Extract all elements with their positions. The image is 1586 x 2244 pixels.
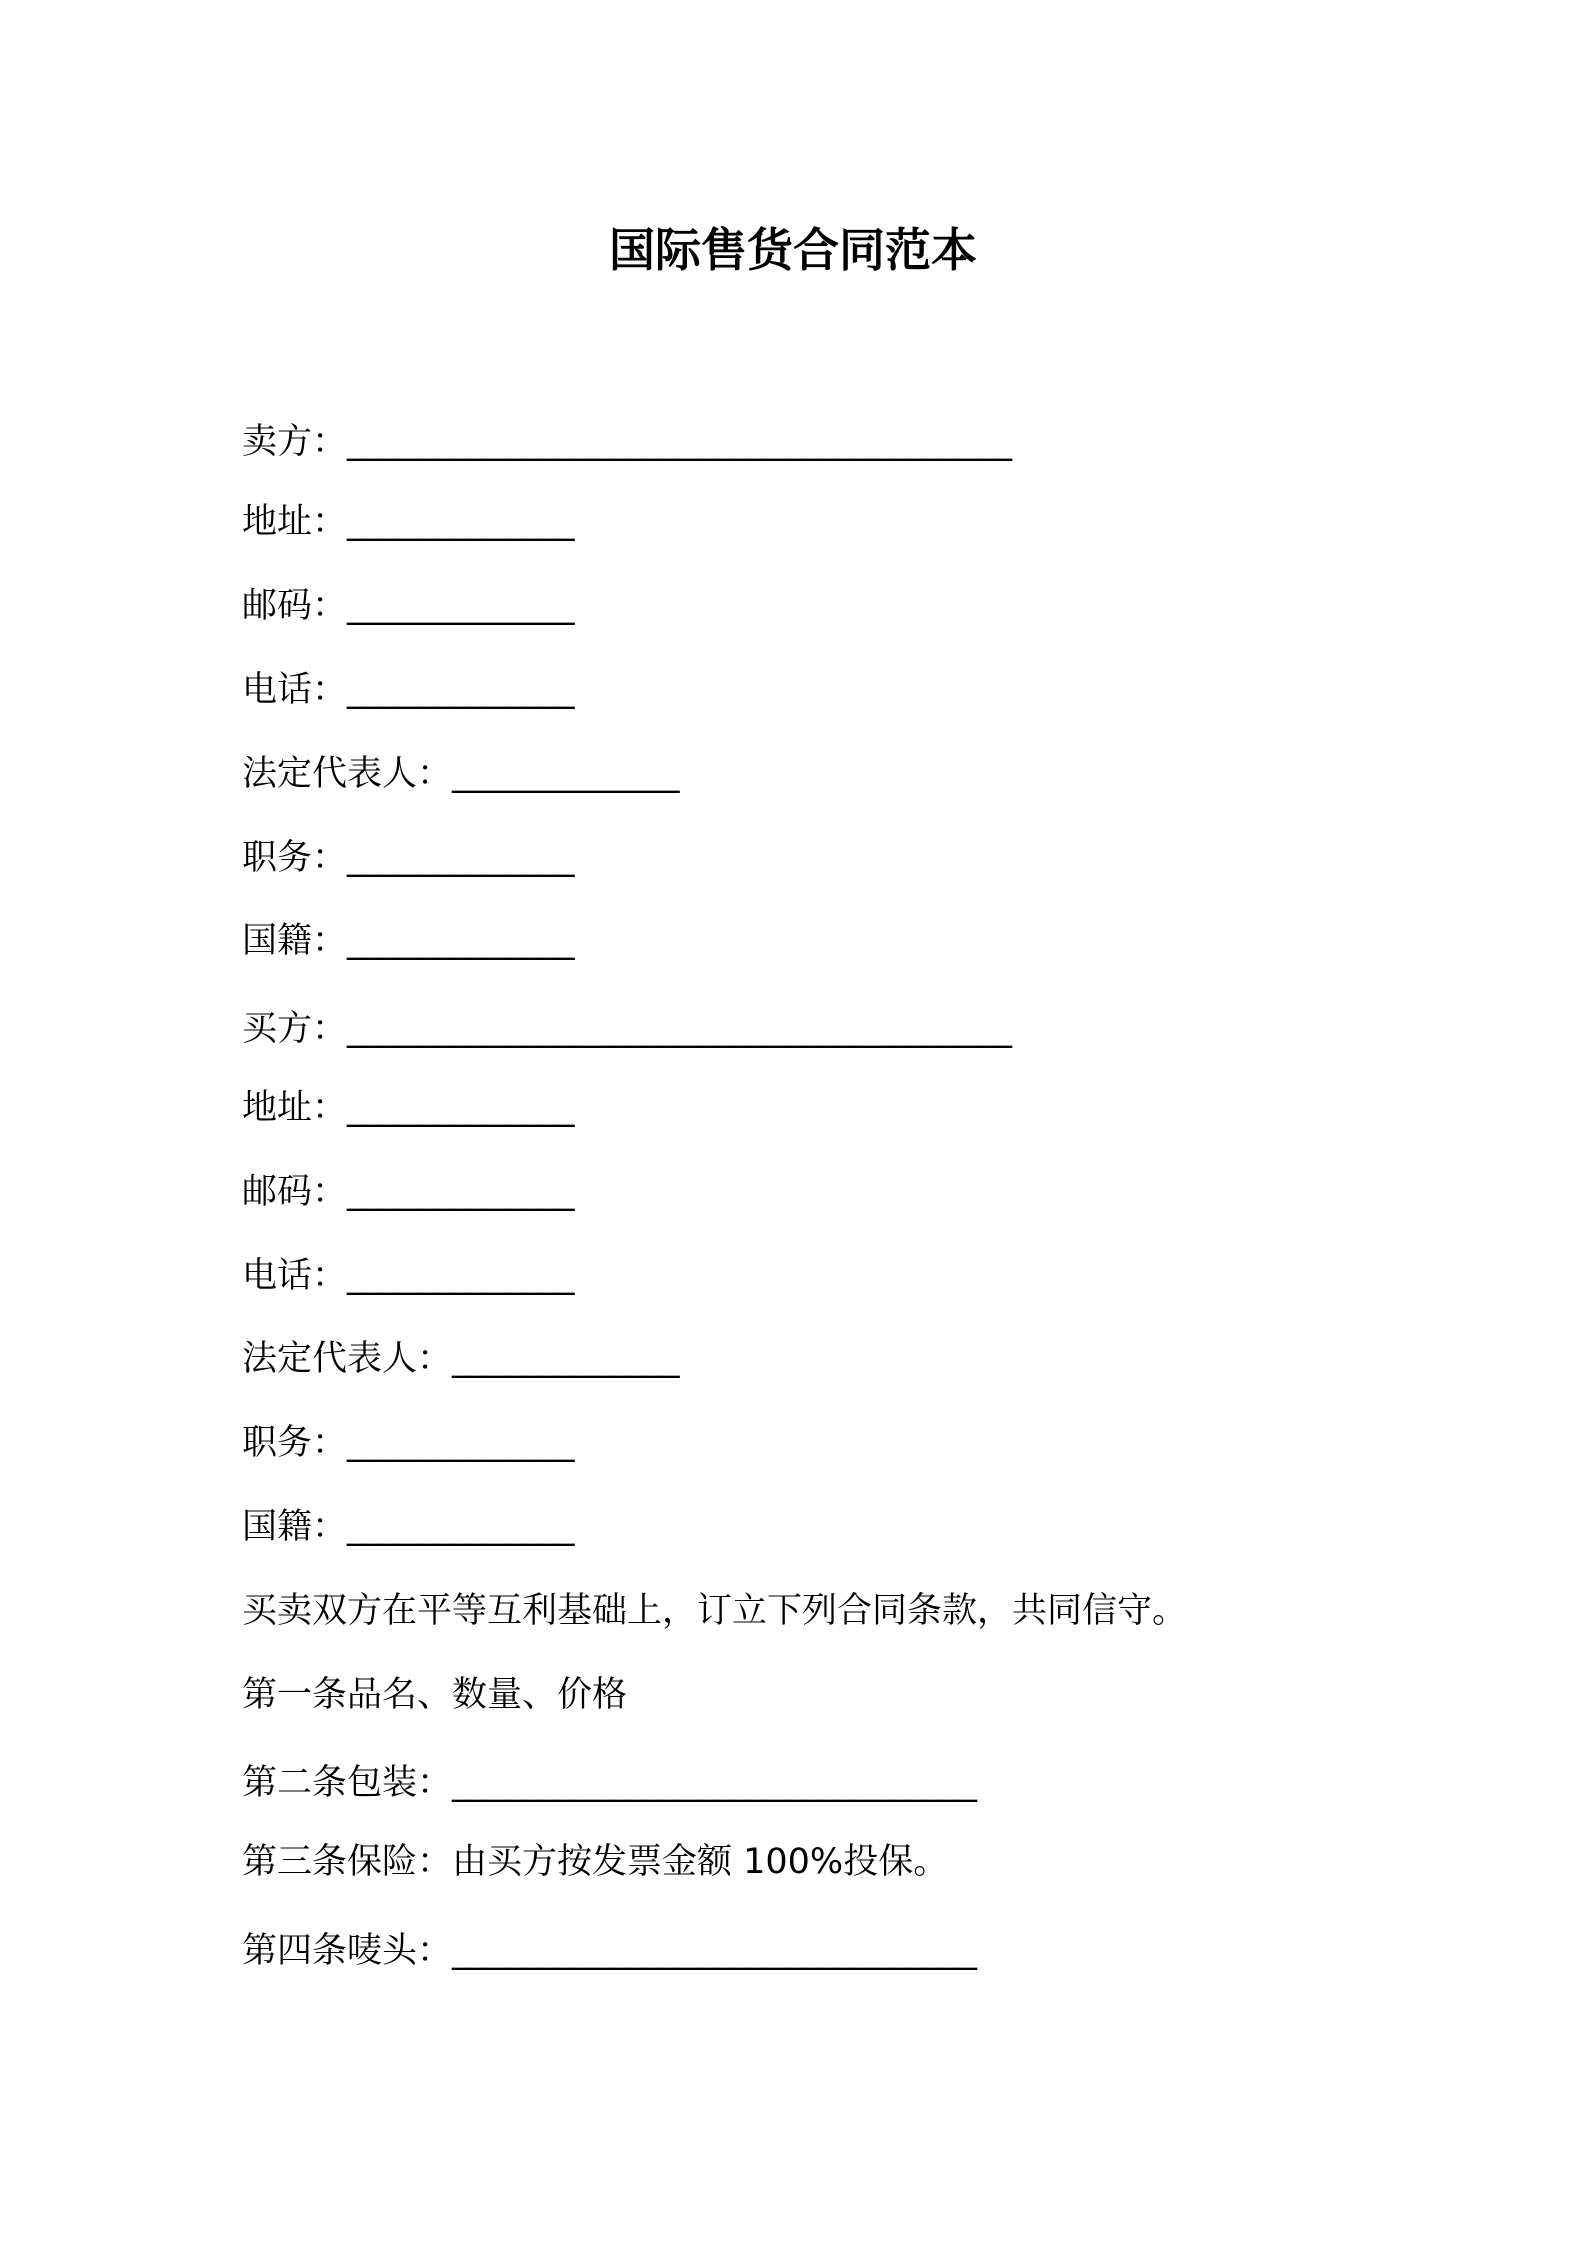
- seller-phone-label: 电话：: [242, 670, 348, 710]
- seller-phone-line: [242, 668, 575, 712]
- seller-postcode-label: 邮码：: [242, 586, 348, 626]
- buyer-address-blank: _____________: [347, 1088, 575, 1128]
- article-4-label: 第四条唛头：: [242, 1931, 453, 1971]
- buyer-position-blank: _____________: [347, 1423, 575, 1463]
- buyer-postcode-blank: _____________: [347, 1172, 575, 1212]
- buyer-nationality-blank: _____________: [347, 1507, 575, 1547]
- seller-position-label: 职务：: [242, 838, 348, 878]
- document-title: 国际售货合同范本: [609, 223, 977, 277]
- article-2-line: [242, 1761, 977, 1805]
- buyer-legal-rep-line: [242, 1337, 680, 1381]
- seller-nationality-line: [242, 919, 575, 963]
- buyer-nationality-line: [242, 1505, 575, 1549]
- seller-address-label: 地址：: [242, 502, 348, 542]
- article-3-text: 第三条保险：由买方按发票金额 100%投保。: [242, 1842, 949, 1882]
- article-2-label: 第二条包装：: [242, 1763, 453, 1803]
- buyer-position-line: [242, 1421, 575, 1465]
- buyer-legal-rep-blank: _____________: [452, 1339, 680, 1379]
- seller-phone-blank: _____________: [347, 670, 575, 710]
- buyer-postcode-label: 邮码：: [242, 1172, 348, 1212]
- buyer-position-label: 职务：: [242, 1423, 348, 1463]
- buyer-nationality-label: 国籍：: [242, 1507, 348, 1547]
- article-4-blank: ______________________________: [452, 1931, 978, 1971]
- seller-postcode-line: [242, 584, 575, 628]
- buyer-party-label: 买方：: [242, 1009, 348, 1049]
- seller-party-line: [242, 420, 1012, 464]
- buyer-phone-label: 电话：: [242, 1256, 348, 1296]
- contract-intro: 买卖双方在平等互利基础上，订立下列合同条款，共同信守。: [242, 1591, 1188, 1631]
- buyer-postcode-line: [242, 1170, 575, 1214]
- seller-position-line: [242, 836, 575, 880]
- article-4-line: [242, 1929, 977, 1973]
- buyer-phone-blank: _____________: [347, 1256, 575, 1296]
- seller-address-blank: _____________: [347, 502, 575, 542]
- seller-address-line: [242, 500, 575, 544]
- buyer-address-label: 地址：: [242, 1088, 348, 1128]
- buyer-address-line: [242, 1086, 575, 1130]
- seller-postcode-blank: _____________: [347, 586, 575, 626]
- article-2-blank: ______________________________: [452, 1763, 978, 1803]
- seller-legal-rep-label: 法定代表人：: [242, 754, 453, 794]
- seller-legal-rep-line: [242, 752, 680, 796]
- buyer-phone-line: [242, 1254, 575, 1298]
- seller-party-blank: ______________________________________: [347, 422, 1013, 462]
- seller-nationality-blank: _____________: [347, 921, 575, 961]
- seller-nationality-label: 国籍：: [242, 921, 348, 961]
- article-1-heading: 第一条品名、数量、价格: [242, 1675, 628, 1715]
- seller-legal-rep-blank: _____________: [452, 754, 680, 794]
- buyer-party-blank: ______________________________________: [347, 1009, 1013, 1049]
- buyer-legal-rep-label: 法定代表人：: [242, 1339, 453, 1379]
- seller-position-blank: _____________: [347, 838, 575, 878]
- buyer-party-line: [242, 1007, 1012, 1051]
- seller-party-label: 卖方：: [242, 422, 348, 462]
